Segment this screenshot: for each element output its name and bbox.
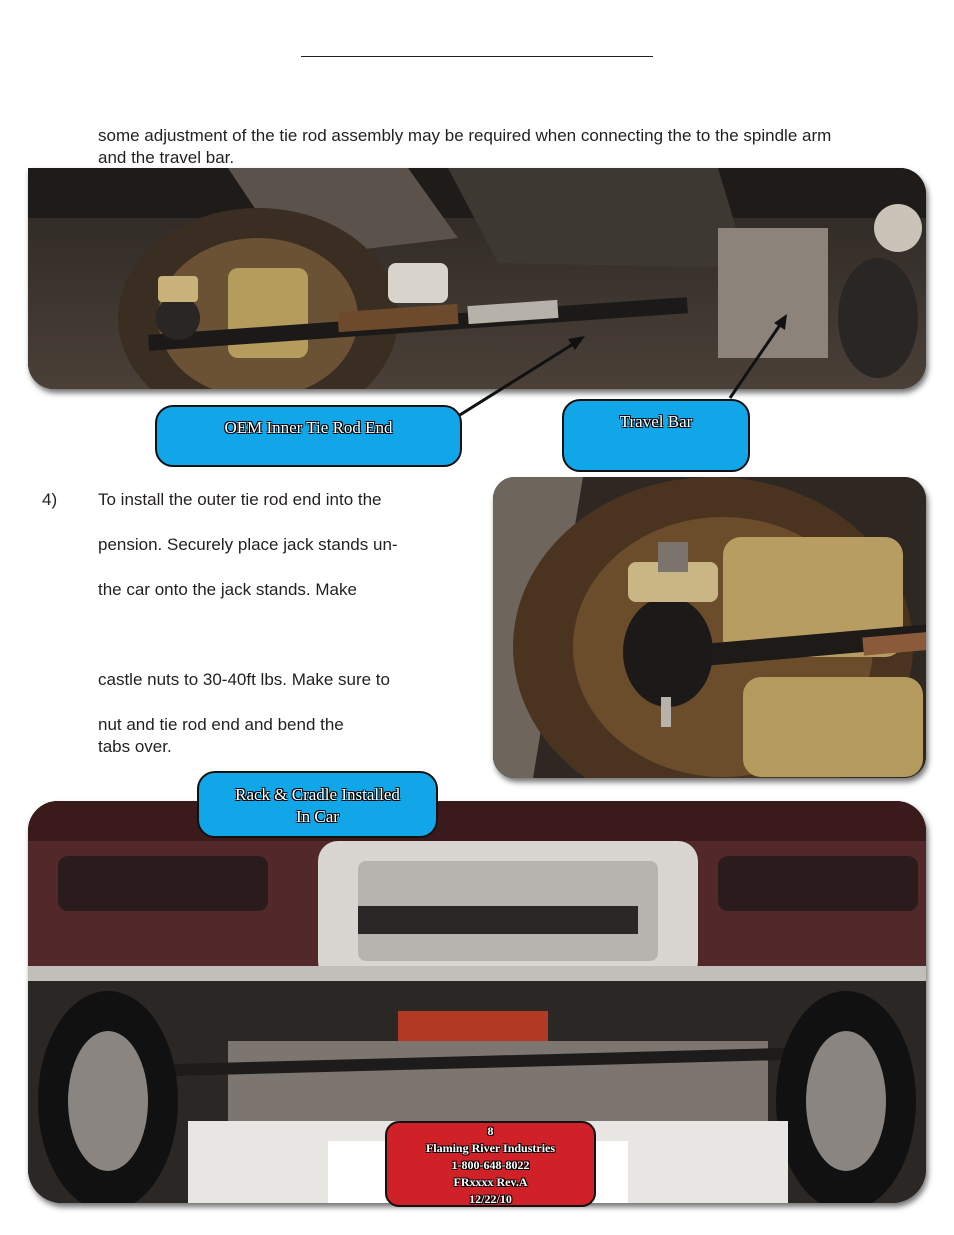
callout-rack-cradle-line-1: Rack & Cradle Installed [235,785,400,804]
step-number: 4) [42,490,58,509]
revision-date: 12/22/10 [469,1192,512,1206]
intro-line-2: and the travel bar. [98,148,235,167]
intro-line-1: some adjustment of the tie rod assembly may be required when connecting the to the spindle arm [98,126,832,145]
step4-line-4: castle nuts to 30-40ft lbs. Make sure to [98,670,390,689]
part-number: FRxxxx Rev.A [453,1175,528,1189]
callout-rack-cradle-line-2: In Car [296,807,339,826]
step4-line-6: tabs over. [98,737,172,756]
page-number: 8 [487,1124,494,1138]
step4-line-2: pension. Securely place jack stands un- [98,535,398,554]
step4-line-3: the car onto the jack stands. Make [98,580,357,599]
callout-travel-bar: Travel Bar [562,399,750,472]
footer-info-box [385,1121,596,1207]
step4-line-1: To install the outer tie rod end into the [98,490,382,509]
outer-tie-rod-photo [493,477,926,778]
phone-number: 1-800-648-8022 [451,1158,530,1172]
callout-inner-tie-rod: OEM Inner Tie Rod End [155,405,462,467]
callout-rack-cradle [197,771,438,838]
step4-line-5: nut and tie rod end and bend the [98,715,344,734]
company-name: Flaming River Industries [425,1141,556,1155]
